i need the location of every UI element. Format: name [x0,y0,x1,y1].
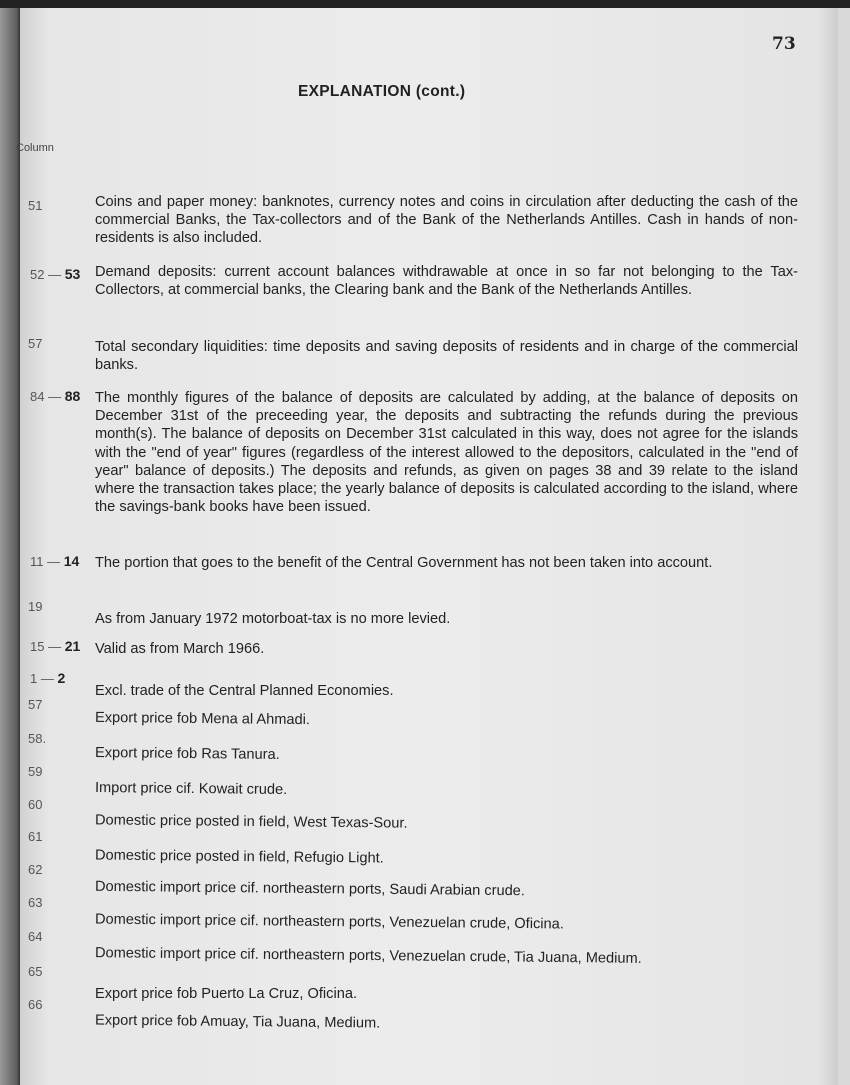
explanation-text: Excl. trade of the Central Planned Economies. [95,683,394,699]
column-number [30,388,80,404]
explanation-text: The portion that goes to the benefit of the Central Government has not been taken into account. [95,555,713,571]
column-start: 66 [28,997,43,1012]
column-end: 53 [64,266,81,282]
page-title: EXPLANATION (cont.) [298,83,466,100]
column-header: Column [16,142,54,154]
column-start: 19 [28,599,43,614]
explanation-text: Domestic import price cif. northeastern ports, Venezuelan crude, Tia Juana, Medium. [94,945,642,967]
column-start: 61 [28,829,43,844]
column-start: 57 [28,697,43,712]
column-start: 58. [28,731,47,746]
column-start: 1 — [30,671,54,686]
column-start: 57 [28,336,43,351]
column-number [28,599,42,614]
book-spine [0,0,20,1085]
scan-edge [0,0,850,8]
column-start: 11 — [30,554,61,569]
explanation-text: Domestic import price cif. northeastern ports, Venezuelan crude, Oficina. [94,911,564,933]
column-start: 63 [28,895,43,910]
column-number [28,797,42,812]
column-number [30,638,80,654]
column-number [28,764,42,779]
explanation-text: Export price fob Mena al Ahmadi. [94,709,311,729]
column-number [30,266,80,282]
column-number [28,336,42,351]
column-number [28,997,42,1012]
column-end: 14 [63,553,80,569]
explanation-text: Export price fob Puerto La Cruz, Oficina. [95,986,357,1002]
explanation-text: Demand deposits: current account balances withdrawable at once in so far not belonging to the Tax-Collectors, at commercial banks, the Clearing bank and the Bank of the Netherlands Antilles. [95,264,798,299]
explanation-text: As from January 1972 motorboat-tax is no more levied. [95,611,451,627]
column-end: 88 [64,388,81,404]
column-start: 51 [28,198,43,213]
column-number [28,895,42,910]
explanation-text: Valid as from March 1966. [95,641,265,657]
column-number [28,697,42,712]
explanation-text: Domestic import price cif. northeastern ports, Saudi Arabian crude. [94,878,525,900]
column-end: 2 [57,670,66,686]
explanation-text: Export price fob Ras Tanura. [94,745,280,763]
explanation-text: Domestic price posted in field, Refugio Light. [94,847,384,867]
column-number [28,198,42,213]
column-start: 64 [28,929,43,944]
column-start: 62 [28,862,43,877]
explanation-text: Domestic price posted in field, West Texas-Sour. [94,812,408,832]
column-number [30,553,79,569]
explanation-text: Import price cif. Kowait crude. [94,779,288,799]
column-number [28,929,42,944]
column-number [28,964,42,979]
column-start: 15 — [30,639,62,654]
explanation-text: Total secondary liquidities: time deposits and saving deposits of residents and in charge of the commercial banks. [95,339,798,374]
column-start: 52 — [30,267,62,282]
explanation-text: Export price fob Amuay, Tia Juana, Medium. [94,1012,381,1032]
column-start: 84 — [30,389,62,404]
page-number: 73 [772,34,796,54]
explanation-text: The monthly figures of the balance of deposits are calculated by adding, at the balance of deposits on December 31st of the preceeding year, the deposits and subtracting the refunds during the previous month(s). The balance of deposits on December 31st calculated in this way, does not agree for the islands with the "end of year" figures (regardless of the interest allowed to the depositors, calculated in the "end of year" balance of deposits.) The deposits and refunds, as given on pages 38 and 39 relate to the island where the transaction takes place; the yearly balance of deposits is calculated according to the island, where the savings-bank books have been issued. [95,390,798,516]
column-start: 65 [28,964,43,979]
column-start: 59 [28,764,43,779]
explanation-text: Coins and paper money: banknotes, currency notes and coins in circulation after deducting the cash of the commercial Banks, the Tax-collectors and of the Bank of the Netherlands Antilles. Cash in hands of non-residents is also included. [95,194,798,247]
column-number [28,862,42,877]
column-end: 21 [64,638,81,654]
column-number [28,829,42,844]
column-number [30,670,65,686]
column-start: 60 [28,797,43,812]
column-number [28,731,46,746]
